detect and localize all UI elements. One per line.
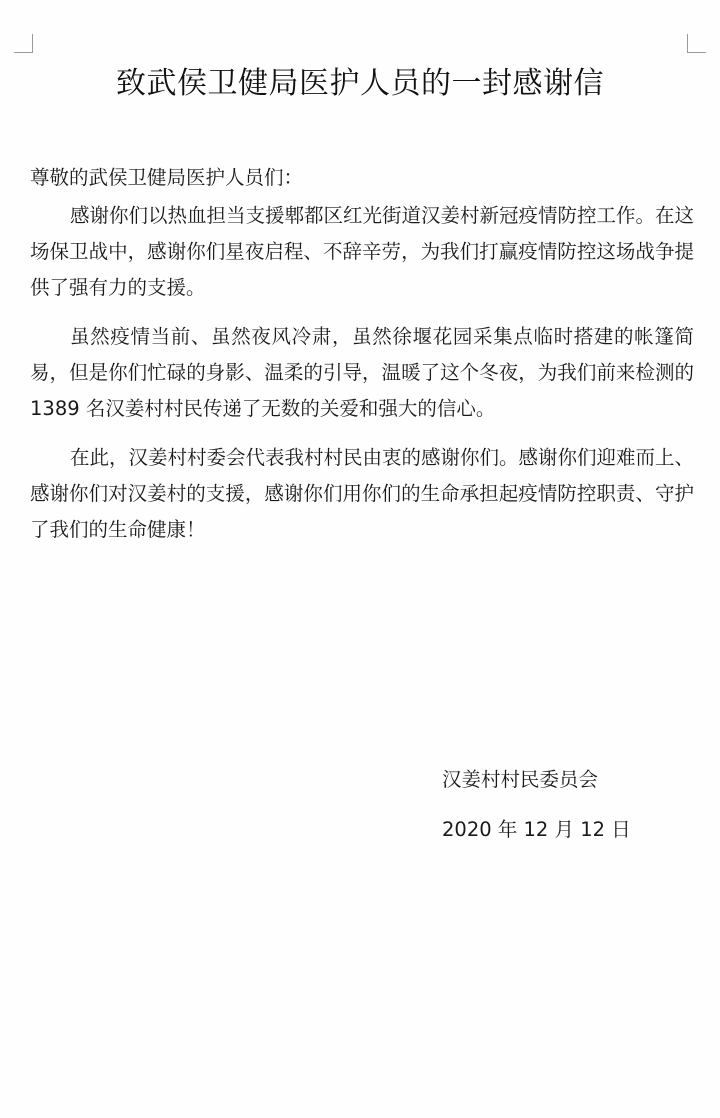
letter-paragraph-2: 虽然疫情当前、虽然夜风冷肃，虽然徐堰花园采集点临时搭建的帐篷简易，但是你们忙碌的身影、温柔的引导，温暖了这个冬夜，为我们前来检测的 1389 名汉姜村村民传递了无数的关爱和强大的信心。 xyxy=(30,325,694,420)
letter-body xyxy=(30,160,694,561)
page-corner-mark-top-right xyxy=(687,34,706,53)
page-corner-mark-top-left xyxy=(14,34,33,53)
signature-organization: 汉姜村村民委员会 xyxy=(442,768,599,791)
letter-title: 致武侯卫健局医护人员的一封感谢信 xyxy=(116,66,604,101)
letter-paragraph-3: 在此，汉姜村村委会代表我村村民由衷的感谢你们。感谢你们迎难而上、感谢你们对汉姜村的支援，感谢你们用你们的生命承担起疫情防控职责、守护了我们的生命健康！ xyxy=(30,446,695,541)
letter-signature xyxy=(442,755,631,855)
letter-salutation: 尊敬的武侯卫健局医护人员们： xyxy=(30,166,304,189)
signature-date: 2020 年 12 月 12 日 xyxy=(442,818,631,841)
letter-paragraph-1: 感谢你们以热血担当支援郫都区红光街道汉姜村新冠疫情防控工作。在这场保卫战中，感谢你们星夜启程、不辞辛劳，为我们打赢疫情防控这场战争提供了强有力的支援。 xyxy=(30,204,695,299)
